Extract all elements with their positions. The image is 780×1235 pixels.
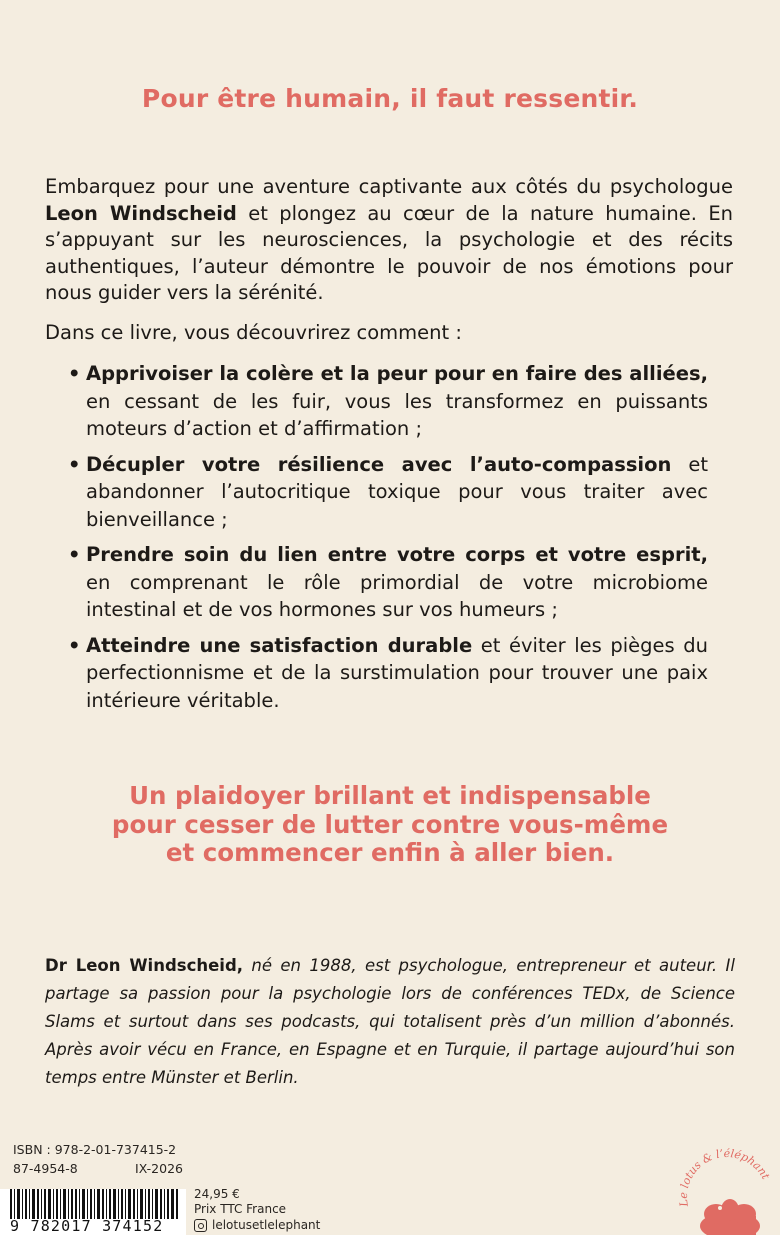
elephant-lotus-icon (700, 1199, 760, 1235)
product-code: 87-4954-8 (13, 1161, 78, 1176)
list-item-text: et éviter les pièges du perfectionnisme et de la surstimulation pour trouver une paix intérieure véritable. (86, 633, 708, 712)
isbn-line: ISBN : 978-2-01-737415-2 (13, 1142, 177, 1157)
author-bio (45, 952, 735, 1092)
isbn-codes (13, 1159, 183, 1178)
back-cover-tagline: Pour être humain, il faut ressentir. (141, 84, 639, 113)
bullet-icon: • (68, 633, 81, 657)
price-amount: 24,95 € (194, 1187, 240, 1201)
intro-text-end: et plongez au cœur de la nature humaine. En s’appuyant sur les neurosciences, la psychologie et des récits authentiques, l’auteur démontre le pouvoir de nos émotions pour nous guider vers la sérénité. (45, 201, 733, 304)
list-item-heading: Prendre soin du lien entre votre corps et votre esprit, (86, 543, 708, 566)
list-item-heading: Atteindre une satisfaction durable (86, 633, 473, 657)
price-block (194, 1187, 320, 1233)
bullet-icon: • (68, 452, 81, 476)
edition-code: IX-2026 (135, 1161, 183, 1176)
list-item-heading: Décupler votre résilience avec l’auto-compassion (86, 452, 672, 476)
intro-text-start: Embarquez pour une aventure captivante aux côtés du psychologue (45, 175, 733, 198)
benefit-list (68, 360, 708, 722)
bio-text: né en 1988, est psychologue, entrepreneur et auteur. Il partage sa passion pour la psychologie lors de conférences TEDx, de Science Slams et surtout dans ses podcasts, qui totalisent près d’un million d’abonnés. Après avoir vécu en France, en Espagne et en Turquie, il partage aujourd’hui son temps entre Münster et Berlin. (45, 956, 735, 1087)
isbn-block (13, 1140, 183, 1178)
social-handle (194, 1218, 320, 1233)
closing-line-3: et commencer enfin à aller bien. (165, 838, 615, 867)
barcode (0, 1189, 186, 1235)
list-item-text: en cessant de les fuir, vous les transformez en puissants moteurs d’action et d’affirmation ; (86, 389, 708, 440)
closing-statement (0, 782, 780, 868)
closing-line-2: pour cesser de lutter contre vous-même (111, 809, 669, 839)
price-label: Prix TTC France (194, 1202, 287, 1216)
list-item (68, 541, 708, 624)
publisher-logo (670, 1148, 780, 1235)
bio-author-name: Dr Leon Windscheid, (45, 956, 244, 975)
instagram-handle: lelotusetlelephant (212, 1218, 321, 1232)
closing-line-1: Un plaidoyer brillant et indispensable (129, 781, 651, 810)
barcode-bars (8, 1189, 180, 1219)
intro-paragraph (45, 174, 733, 307)
list-item (68, 360, 708, 443)
list-item-text: en comprenant le rôle primordial de votre microbiome intestinal et de vos hormones sur vos humeurs ; (86, 570, 708, 621)
intro-author-name: Leon Windscheid (45, 201, 237, 225)
barcode-digits: 9 782017 374152 (10, 1217, 164, 1235)
list-item (68, 632, 708, 715)
bullet-icon: • (68, 362, 81, 385)
list-item-heading: Apprivoiser la colère et la peur pour en faire des alliées, (86, 362, 708, 385)
list-item (68, 451, 708, 534)
publisher-logo-text: Le lotus & l’éléphant (676, 1148, 773, 1208)
list-item-text: et abandonner l’autocritique toxique pour vous traiter avec bienveillance ; (86, 452, 708, 531)
instagram-icon (194, 1219, 207, 1232)
list-lead-in: Dans ce livre, vous découvrirez comment : (45, 321, 462, 344)
bullet-icon: • (68, 543, 81, 566)
